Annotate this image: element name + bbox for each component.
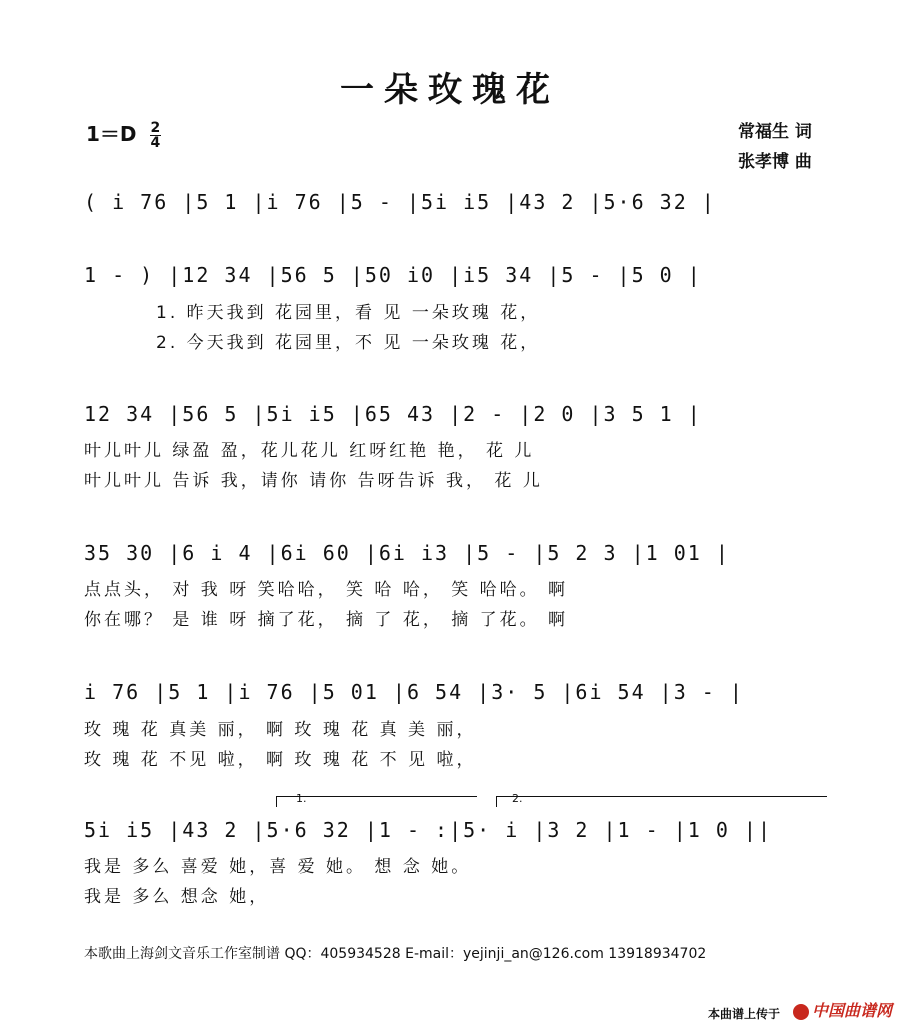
notation-line-2: 1 - ) |12 34 |56 5 |50 i0 |i5 34 |5 - |5 0 | [84, 263, 702, 287]
logo-icon [793, 1004, 809, 1020]
lyric-line-3-verse-2: 叶儿叶儿 告诉 我，请你 请你 告呀告诉 我， 花 儿 [84, 471, 543, 491]
logo-text: 中国曲谱网 [812, 1001, 893, 1020]
second-ending-label: 2. [512, 792, 523, 805]
lyric-line-2-verse-2: 2. 今天我到 花园里，不 见 一朵玫瑰 花， [156, 333, 541, 353]
composer-credit: 张孝博 曲 [738, 152, 812, 172]
notation-line-5: i 76 |5 1 |i 76 |5 01 |6 54 |3· 5 |6i 54 |3 - | [84, 680, 744, 704]
notation-line-3: 12 34 |56 5 |5i i5 |65 43 |2 - |2 0 |3 5 1 | [84, 402, 702, 426]
lyric-line-6-verse-2: 我是 多么 想念 她， [84, 887, 270, 907]
lyric-line-5-verse-1: 玫 瑰 花 真美 丽， 啊 玫 瑰 花 真 美 丽， [84, 720, 477, 740]
footer-credits: 本歌曲上海剑文音乐工作室制谱 QQ：405934528 E-mail：yejinji_an@126.com 13918934702 [84, 946, 707, 962]
second-ending-bracket [496, 796, 827, 807]
first-ending-label: 1. [296, 792, 307, 805]
lyricist-credit: 常福生 词 [738, 122, 812, 142]
upload-note: 本曲谱上传于 [708, 1007, 781, 1021]
notation-line-1: ( i 76 |5 1 |i 76 |5 - |5i i5 |43 2 |5·6 32 | [84, 190, 716, 214]
lyric-line-3-verse-1: 叶儿叶儿 绿盈 盈，花儿花儿 红呀红艳 艳， 花 儿 [84, 441, 535, 461]
time-signature-top: 2 [150, 120, 161, 136]
lyric-line-4-verse-1: 点点头， 对 我 呀 笑哈哈， 笑 哈 哈， 笑 哈哈。 啊 [84, 580, 569, 600]
lyric-line-6-verse-1: 我是 多么 喜爱 她，喜 爱 她。 想 念 她。 [84, 857, 472, 877]
lyric-line-4-verse-2: 你在哪？ 是 谁 呀 摘了花， 摘 了 花， 摘 了花。 啊 [84, 610, 569, 630]
notation-line-6: 5i i5 |43 2 |5·6 32 |1 - :|5· i |3 2 |1 - |1 0 || [84, 818, 773, 842]
site-logo [793, 998, 892, 1021]
time-signature-bottom: 4 [150, 135, 161, 151]
time-signature [150, 121, 162, 150]
notation-line-4: 35 30 |6 i 4 |6i 60 |6i i3 |5 - |5 2 3 |1 01 | [84, 541, 730, 565]
lyric-line-5-verse-2: 玫 瑰 花 不见 啦， 啊 玫 瑰 花 不 见 啦， [84, 750, 477, 770]
key-signature [86, 118, 161, 150]
key-label: 1＝D [86, 122, 137, 146]
lyric-line-2-verse-1: 1. 昨天我到 花园里，看 见 一朵玫瑰 花， [156, 303, 541, 323]
page-title: 一朵玫瑰花 [340, 70, 560, 110]
